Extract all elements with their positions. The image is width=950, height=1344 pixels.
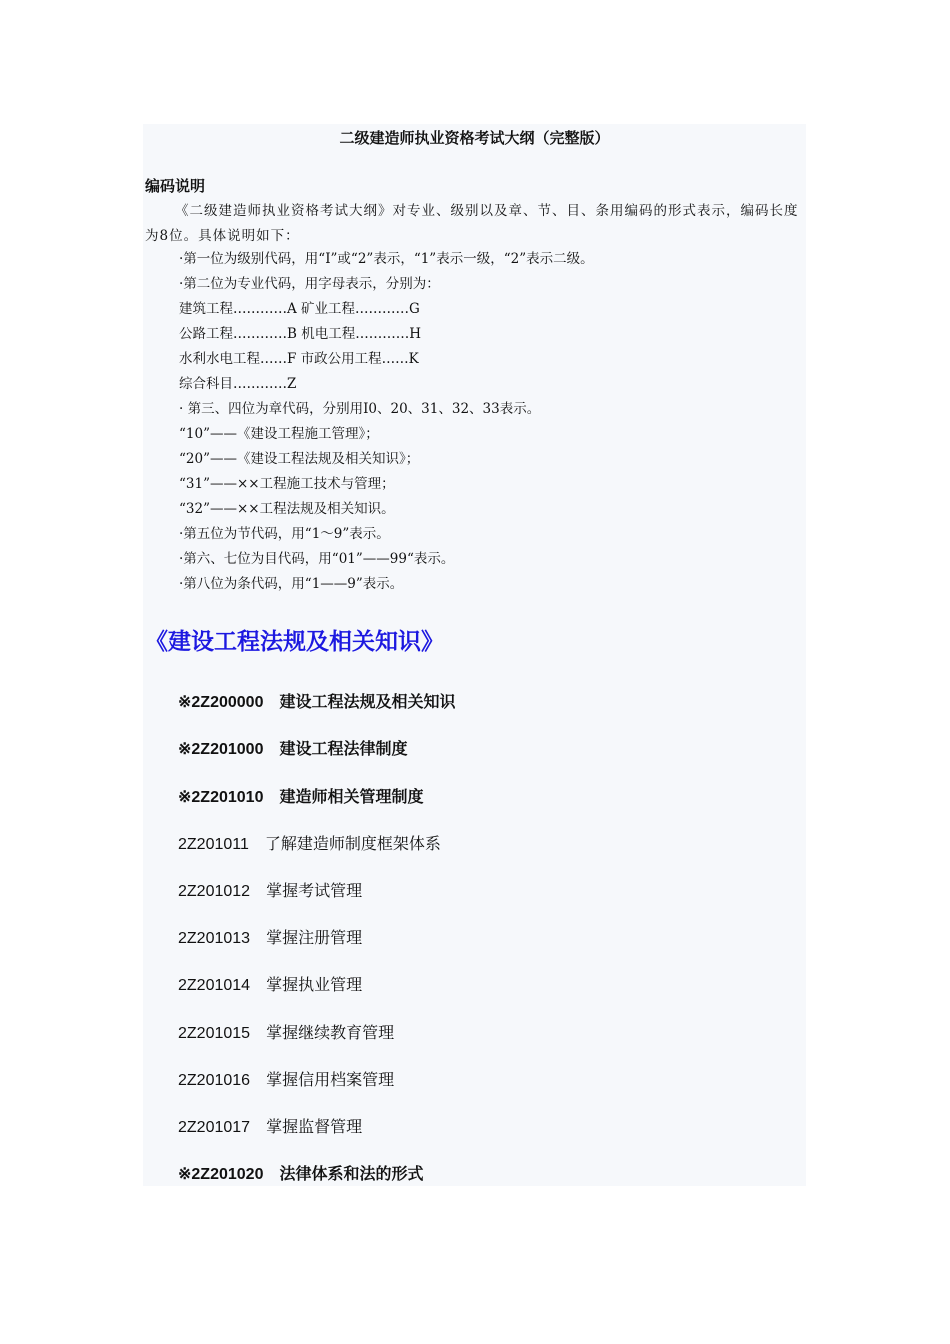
outline-text: 掌握继续教育管理 xyxy=(266,1023,395,1042)
coding-line: ·第六、七位为目代码，用“01”——99“表示。 xyxy=(179,551,455,567)
outline-code: ※2Z200000 xyxy=(178,694,264,711)
outline-text: 建设工程法规及相关知识 xyxy=(279,692,456,711)
outline-code: 2Z201014 xyxy=(178,977,251,994)
outline-item xyxy=(178,927,362,950)
outline-code: ※2Z201020 xyxy=(178,1166,264,1183)
coding-line: · 第三、四位为章代码，分别用I0、20、31、32、33表示。 xyxy=(179,401,541,417)
coding-line: “31”——××工程施工技术与管理； xyxy=(179,476,395,492)
outline-item xyxy=(178,1069,394,1092)
intro-paragraph: 《二级建造师执业资格考试大纲》对专业、级别以及章、节、目、条用编码的形式表示，编码长度为8位。具体说明如下： xyxy=(145,203,799,244)
outline-item xyxy=(178,1116,362,1139)
book-heading: 《建设工程法规及相关知识》 xyxy=(145,629,444,655)
outline-text: 建设工程法律制度 xyxy=(279,739,408,758)
outline-code: 2Z201011 xyxy=(178,836,249,853)
outline-item xyxy=(178,691,455,714)
coding-line: 水利水电工程……F 市政公用工程……K xyxy=(179,351,419,367)
outline-code: ※2Z201000 xyxy=(178,741,264,758)
document-title: 二级建造师执业资格考试大纲（完整版） xyxy=(339,129,610,147)
outline-text: 掌握信用档案管理 xyxy=(266,1070,395,1089)
outline-text: 掌握注册管理 xyxy=(266,928,363,947)
coding-line: ·第八位为条代码，用“1——9”表示。 xyxy=(179,576,404,592)
coding-line: “32”——××工程法规及相关知识。 xyxy=(179,501,395,517)
coding-line: 综合科目…………Z xyxy=(179,376,297,392)
outline-item xyxy=(178,974,362,997)
outline-item xyxy=(178,1163,423,1186)
outline-item xyxy=(178,880,362,903)
outline-code: 2Z201013 xyxy=(178,930,251,947)
outline-text: 掌握考试管理 xyxy=(266,881,363,900)
coding-line: “20”——《建设工程法规及相关知识》； xyxy=(179,451,420,467)
coding-line: ·第一位为级别代码，用“I”或“2”表示，“1”表示一级，“2”表示二级。 xyxy=(179,251,594,267)
outline-code: 2Z201015 xyxy=(178,1025,251,1042)
outline-item xyxy=(178,738,407,761)
outline-text: 掌握监督管理 xyxy=(266,1117,363,1136)
coding-line: 公路工程…………B 机电工程…………H xyxy=(179,326,421,342)
outline-text: 建造师相关管理制度 xyxy=(279,787,424,806)
outline-item xyxy=(178,1022,394,1045)
outline-text: 掌握执业管理 xyxy=(266,975,363,994)
outline-item xyxy=(178,786,423,809)
coding-line: “10”——《建设工程施工管理》； xyxy=(179,426,379,442)
outline-text: 法律体系和法的形式 xyxy=(279,1164,424,1183)
coding-line: ·第五位为节代码，用“1～9”表示。 xyxy=(179,526,390,542)
outline-code: 2Z201016 xyxy=(178,1072,251,1089)
coding-line: ·第二位为专业代码，用字母表示，分别为： xyxy=(179,276,440,292)
outline-text: 了解建造师制度框架体系 xyxy=(264,834,441,853)
coding-line: 建筑工程…………A 矿业工程…………G xyxy=(179,301,420,317)
outline-code: ※2Z201010 xyxy=(178,789,264,806)
outline-code: 2Z201012 xyxy=(178,883,251,900)
outline-item xyxy=(178,833,441,856)
section-heading-coding: 编码说明 xyxy=(145,177,206,195)
outline-code: 2Z201017 xyxy=(178,1119,251,1136)
